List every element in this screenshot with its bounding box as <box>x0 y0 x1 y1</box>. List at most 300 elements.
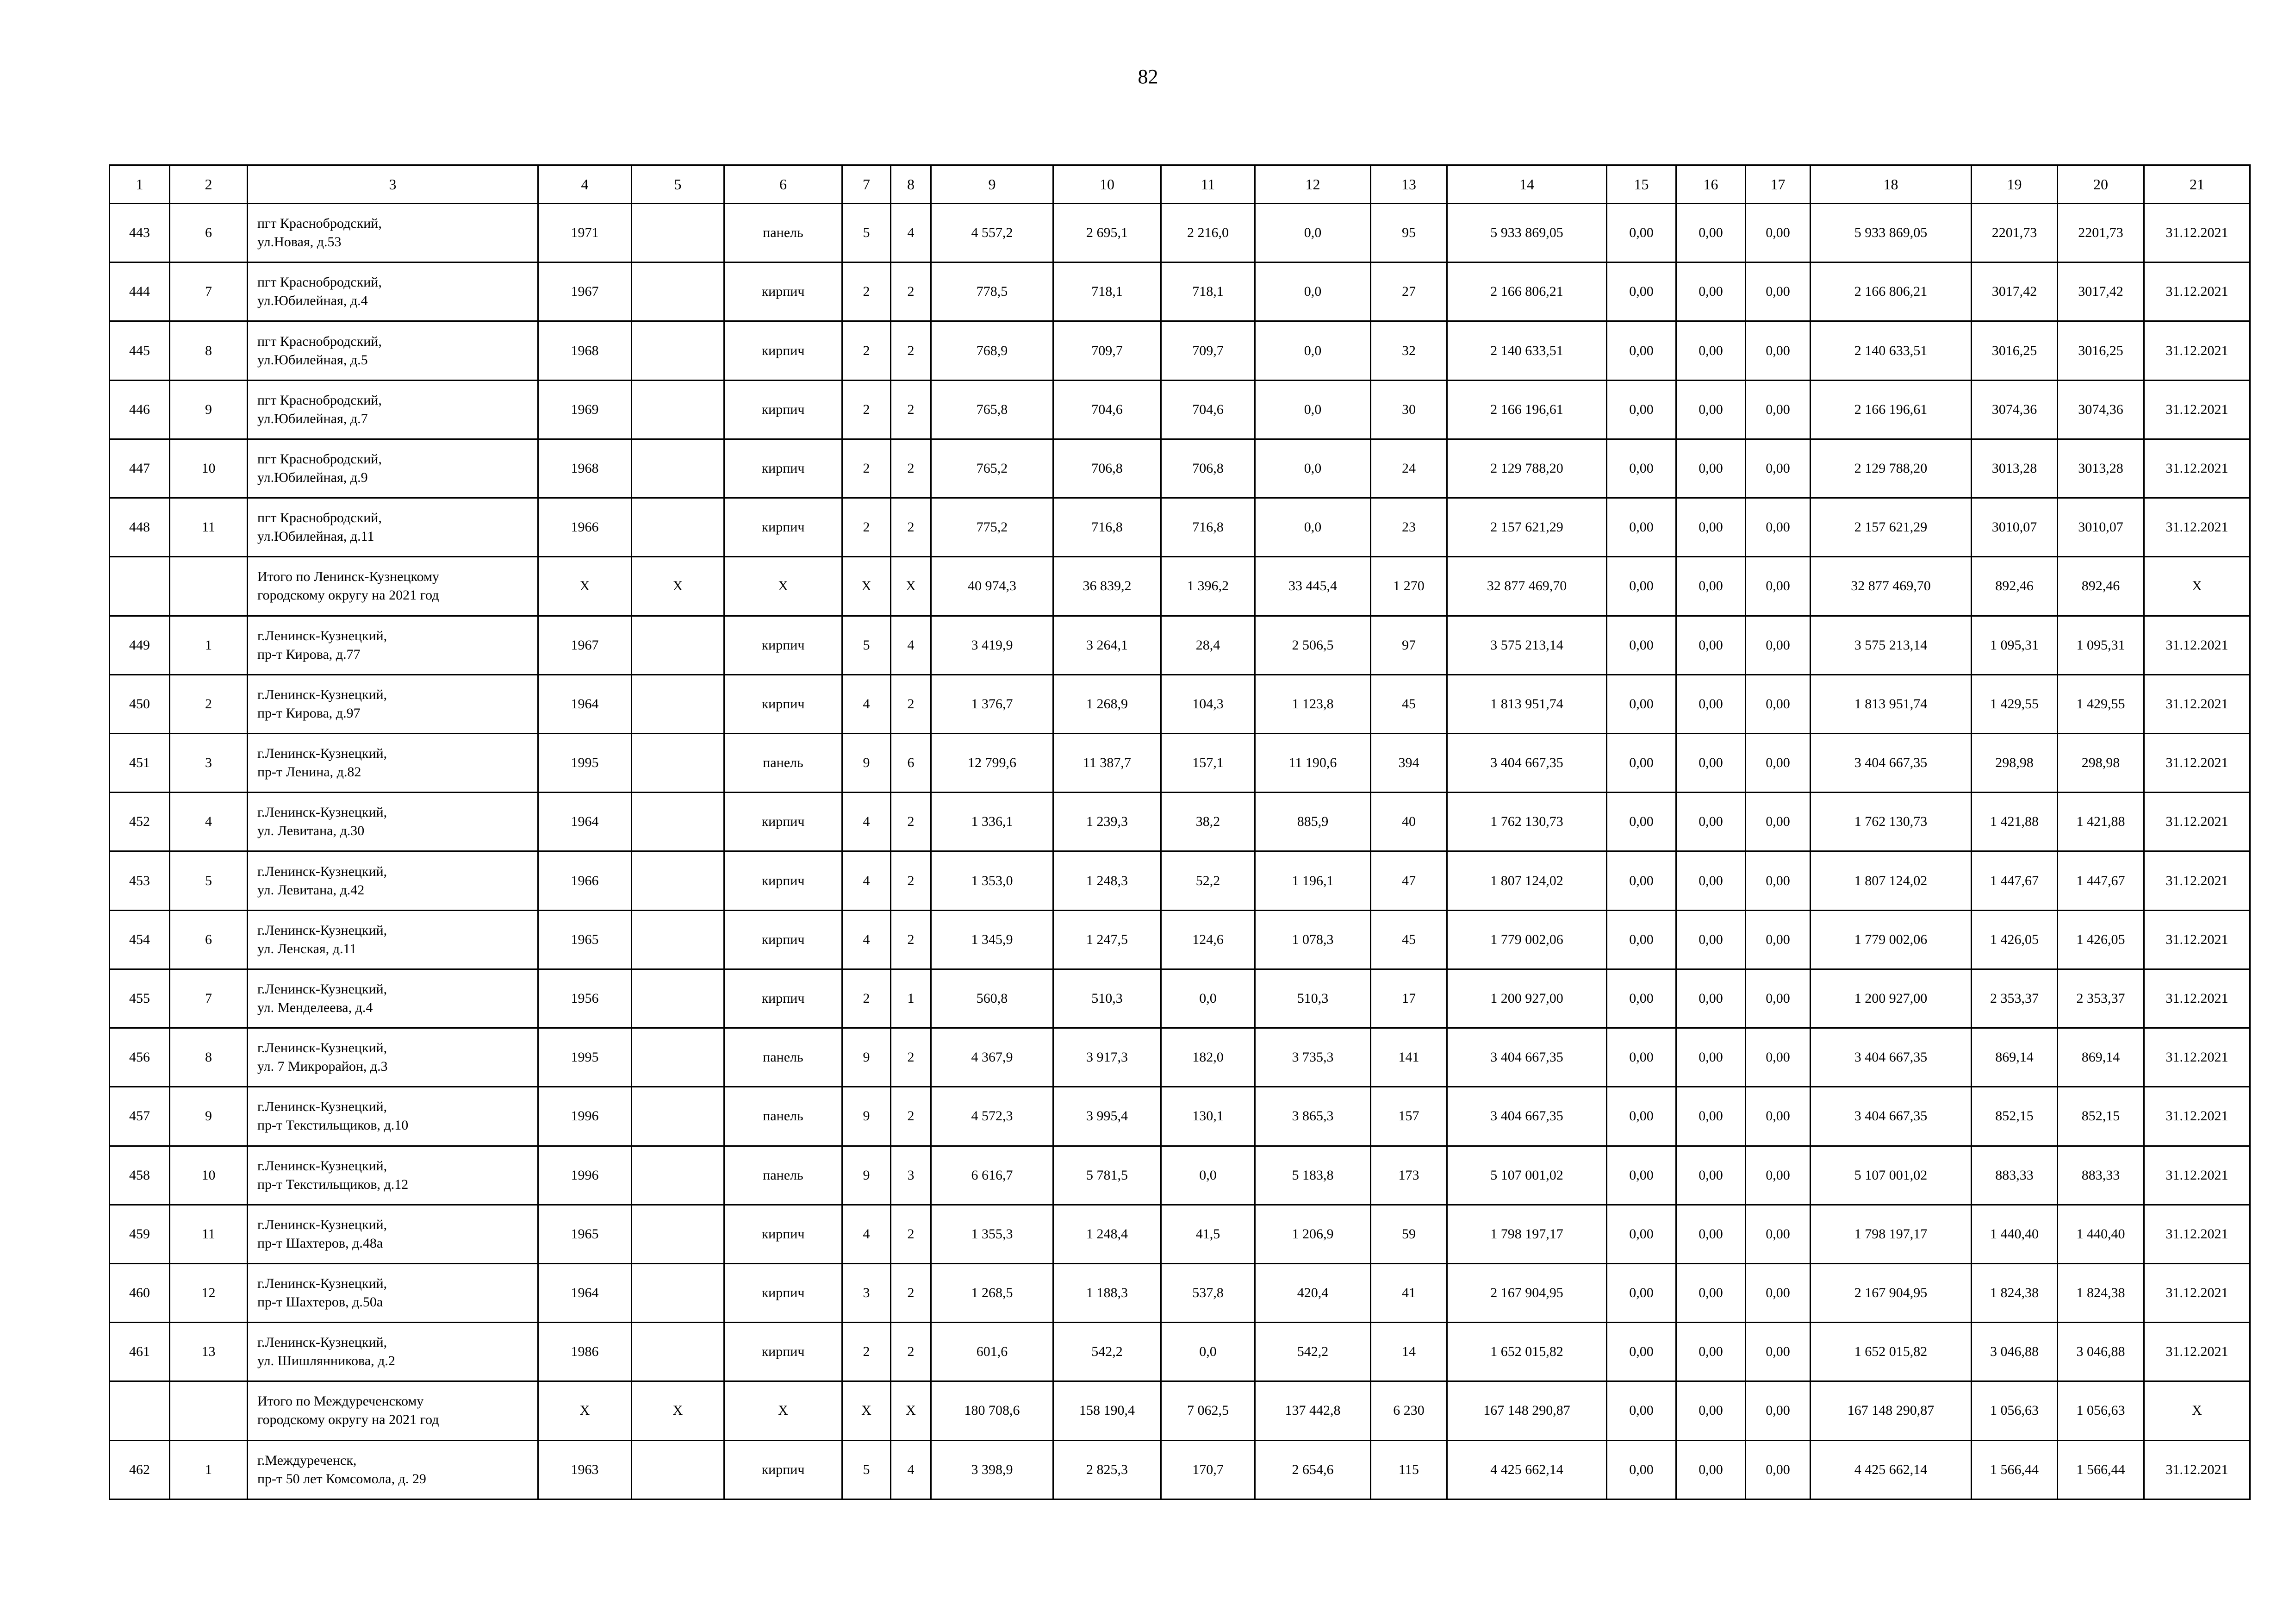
cell-col-10: 3 917,3 <box>1053 1028 1161 1087</box>
cell-col-6: кирпич <box>724 1440 842 1499</box>
cell-col-8: 2 <box>891 1028 931 1087</box>
cell-col-10: 1 248,4 <box>1053 1205 1161 1263</box>
cell-col-21: 31.12.2021 <box>2144 380 2250 439</box>
cell-col-14: 3 575 213,14 <box>1447 616 1607 675</box>
cell-col-6: кирпич <box>724 675 842 733</box>
cell-col-6: кирпич <box>724 851 842 910</box>
cell-col-15: 0,00 <box>1607 1146 1676 1205</box>
cell-col-12: 0,0 <box>1255 204 1371 262</box>
cell-col-8: 3 <box>891 1146 931 1205</box>
cell-col-14: 2 167 904,95 <box>1447 1263 1607 1322</box>
cell-col-13: 41 <box>1371 1263 1447 1322</box>
cell-col-2 <box>170 1381 248 1440</box>
cell-col-8: 2 <box>891 262 931 321</box>
cell-col-19: 892,46 <box>1972 557 2058 616</box>
cell-col-15: 0,00 <box>1607 733 1676 792</box>
address-line-1: г.Ленинск-Кузнецкий, <box>257 1158 387 1174</box>
cell-col-7: 2 <box>842 262 891 321</box>
cell-col-18: 1 762 130,73 <box>1811 793 1972 851</box>
column-header-18: 18 <box>1811 165 1972 204</box>
cell-col-13: 17 <box>1371 969 1447 1028</box>
cell-col-15: 0,00 <box>1607 439 1676 498</box>
cell-col-2: 4 <box>170 793 248 851</box>
cell-col-19: 2 353,37 <box>1972 969 2058 1028</box>
cell-col-5 <box>632 498 724 557</box>
address-cell <box>248 1440 538 1499</box>
address-line-2: пр-т Кирова, д.77 <box>257 646 361 662</box>
cell-col-17: 0,00 <box>1746 204 1811 262</box>
cell-col-7: X <box>842 557 891 616</box>
cell-col-9: 1 268,5 <box>931 1263 1053 1322</box>
address-line-2: ул.Юбилейная, д.9 <box>257 469 368 485</box>
address-cell <box>248 1381 538 1440</box>
cell-col-21: 31.12.2021 <box>2144 1205 2250 1263</box>
address-line-1: г.Ленинск-Кузнецкий, <box>257 746 387 762</box>
cell-col-7: 9 <box>842 1146 891 1205</box>
cell-col-17: 0,00 <box>1746 1381 1811 1440</box>
cell-col-15: 0,00 <box>1607 498 1676 557</box>
cell-col-2: 9 <box>170 380 248 439</box>
cell-col-4: 1963 <box>538 1440 632 1499</box>
cell-col-9: 1 355,3 <box>931 1205 1053 1263</box>
address-cell <box>248 910 538 969</box>
cell-col-21: 31.12.2021 <box>2144 851 2250 910</box>
cell-col-1: 446 <box>110 380 170 439</box>
cell-col-19: 3074,36 <box>1972 380 2058 439</box>
address-line-2: ул.Новая, д.53 <box>257 234 342 250</box>
cell-col-21: 31.12.2021 <box>2144 1263 2250 1322</box>
address-line-1: г.Ленинск-Кузнецкий, <box>257 1335 387 1350</box>
address-line-2: пр-т Ленина, д.82 <box>257 764 361 780</box>
cell-col-11: 170,7 <box>1161 1440 1255 1499</box>
cell-col-1: 454 <box>110 910 170 969</box>
address-line-1: пгт Краснобродский, <box>257 216 382 231</box>
cell-col-19: 3013,28 <box>1972 439 2058 498</box>
cell-col-16: 0,00 <box>1676 1381 1746 1440</box>
cell-col-1: 450 <box>110 675 170 733</box>
table-row <box>110 675 2250 733</box>
cell-col-4: 1968 <box>538 439 632 498</box>
table-row <box>110 380 2250 439</box>
address-line-2: ул. Ленская, д.11 <box>257 941 357 956</box>
cell-col-11: 124,6 <box>1161 910 1255 969</box>
cell-col-18: 1 798 197,17 <box>1811 1205 1972 1263</box>
cell-col-5 <box>632 616 724 675</box>
cell-col-18: 3 404 667,35 <box>1811 1087 1972 1146</box>
total-row <box>110 1381 2250 1440</box>
cell-col-17: 0,00 <box>1746 910 1811 969</box>
cell-col-18: 2 167 904,95 <box>1811 1263 1972 1322</box>
cell-col-5 <box>632 910 724 969</box>
cell-col-13: 6 230 <box>1371 1381 1447 1440</box>
cell-col-12: 1 078,3 <box>1255 910 1371 969</box>
cell-col-5 <box>632 733 724 792</box>
cell-col-6: кирпич <box>724 616 842 675</box>
cell-col-21: 31.12.2021 <box>2144 616 2250 675</box>
cell-col-10: 1 188,3 <box>1053 1263 1161 1322</box>
address-line-1: Итого по Ленинск-Кузнецкому <box>257 569 439 585</box>
cell-col-15: 0,00 <box>1607 910 1676 969</box>
cell-col-10: 1 239,3 <box>1053 793 1161 851</box>
cell-col-10: 542,2 <box>1053 1323 1161 1381</box>
cell-col-12: 3 865,3 <box>1255 1087 1371 1146</box>
cell-col-11: 2 216,0 <box>1161 204 1255 262</box>
cell-col-11: 0,0 <box>1161 1323 1255 1381</box>
cell-col-5 <box>632 675 724 733</box>
column-header-6: 6 <box>724 165 842 204</box>
address-cell <box>248 1323 538 1381</box>
cell-col-8: 2 <box>891 1205 931 1263</box>
cell-col-15: 0,00 <box>1607 557 1676 616</box>
cell-col-4: 1967 <box>538 616 632 675</box>
cell-col-12: 2 506,5 <box>1255 616 1371 675</box>
cell-col-20: 1 824,38 <box>2058 1263 2144 1322</box>
cell-col-2: 12 <box>170 1263 248 1322</box>
cell-col-13: 27 <box>1371 262 1447 321</box>
column-header-8: 8 <box>891 165 931 204</box>
table-body <box>110 165 2250 1499</box>
cell-col-21: 31.12.2021 <box>2144 1146 2250 1205</box>
address-line-1: пгт Краснобродский, <box>257 392 382 408</box>
address-cell <box>248 1263 538 1322</box>
cell-col-11: 704,6 <box>1161 380 1255 439</box>
cell-col-13: 45 <box>1371 910 1447 969</box>
cell-col-10: 709,7 <box>1053 321 1161 380</box>
cell-col-5 <box>632 262 724 321</box>
housing-registry-table <box>109 164 2251 1500</box>
cell-col-9: 765,8 <box>931 380 1053 439</box>
cell-col-9: 3 419,9 <box>931 616 1053 675</box>
cell-col-10: 510,3 <box>1053 969 1161 1028</box>
cell-col-6: кирпич <box>724 1263 842 1322</box>
cell-col-9: 778,5 <box>931 262 1053 321</box>
cell-col-12: 0,0 <box>1255 498 1371 557</box>
cell-col-7: 4 <box>842 793 891 851</box>
cell-col-20: 1 566,44 <box>2058 1440 2144 1499</box>
address-line-1: г.Ленинск-Кузнецкий, <box>257 628 387 643</box>
page-number: 82 <box>1138 65 1158 88</box>
address-line-1: г.Ленинск-Кузнецкий, <box>257 687 387 702</box>
cell-col-18: 2 129 788,20 <box>1811 439 1972 498</box>
address-cell <box>248 439 538 498</box>
address-line-2: ул.Юбилейная, д.7 <box>257 411 368 426</box>
cell-col-8: 1 <box>891 969 931 1028</box>
cell-col-8: 4 <box>891 616 931 675</box>
cell-col-19: 1 421,88 <box>1972 793 2058 851</box>
address-line-1: пгт Краснобродский, <box>257 333 382 349</box>
cell-col-20: 892,46 <box>2058 557 2144 616</box>
cell-col-16: 0,00 <box>1676 1205 1746 1263</box>
column-header-19: 19 <box>1972 165 2058 204</box>
cell-col-14: 2 166 806,21 <box>1447 262 1607 321</box>
cell-col-15: 0,00 <box>1607 262 1676 321</box>
cell-col-7: X <box>842 1381 891 1440</box>
cell-col-14: 3 404 667,35 <box>1447 1028 1607 1087</box>
cell-col-17: 0,00 <box>1746 262 1811 321</box>
cell-col-19: 3016,25 <box>1972 321 2058 380</box>
cell-col-11: 0,0 <box>1161 1146 1255 1205</box>
cell-col-9: 768,9 <box>931 321 1053 380</box>
cell-col-8: 2 <box>891 851 931 910</box>
cell-col-13: 45 <box>1371 675 1447 733</box>
cell-col-5 <box>632 969 724 1028</box>
column-header-14: 14 <box>1447 165 1607 204</box>
cell-col-17: 0,00 <box>1746 1087 1811 1146</box>
cell-col-11: 52,2 <box>1161 851 1255 910</box>
cell-col-11: 104,3 <box>1161 675 1255 733</box>
cell-col-1: 452 <box>110 793 170 851</box>
cell-col-4: 1956 <box>538 969 632 1028</box>
cell-col-5 <box>632 1263 724 1322</box>
cell-col-1: 461 <box>110 1323 170 1381</box>
cell-col-13: 30 <box>1371 380 1447 439</box>
cell-col-13: 95 <box>1371 204 1447 262</box>
cell-col-14: 32 877 469,70 <box>1447 557 1607 616</box>
column-header-21: 21 <box>2144 165 2250 204</box>
table-row <box>110 733 2250 792</box>
cell-col-9: 12 799,6 <box>931 733 1053 792</box>
column-header-20: 20 <box>2058 165 2144 204</box>
cell-col-10: 704,6 <box>1053 380 1161 439</box>
cell-col-10: 1 247,5 <box>1053 910 1161 969</box>
cell-col-4: 1964 <box>538 1263 632 1322</box>
cell-col-8: 2 <box>891 1087 931 1146</box>
cell-col-18: 3 404 667,35 <box>1811 1028 1972 1087</box>
cell-col-15: 0,00 <box>1607 793 1676 851</box>
cell-col-2: 1 <box>170 616 248 675</box>
cell-col-4: 1995 <box>538 1028 632 1087</box>
address-cell <box>248 969 538 1028</box>
cell-col-4: 1968 <box>538 321 632 380</box>
column-header-3: 3 <box>248 165 538 204</box>
table-row <box>110 910 2250 969</box>
cell-col-11: 0,0 <box>1161 969 1255 1028</box>
address-line-2: пр-т Шахтеров, д.50а <box>257 1294 383 1310</box>
cell-col-1 <box>110 557 170 616</box>
cell-col-12: 0,0 <box>1255 439 1371 498</box>
cell-col-4: 1967 <box>538 262 632 321</box>
address-line-2: ул. Левитана, д.30 <box>257 823 365 839</box>
cell-col-21: 31.12.2021 <box>2144 910 2250 969</box>
cell-col-4: 1969 <box>538 380 632 439</box>
cell-col-21: 31.12.2021 <box>2144 675 2250 733</box>
cell-col-20: 869,14 <box>2058 1028 2144 1087</box>
column-header-16: 16 <box>1676 165 1746 204</box>
cell-col-14: 1 652 015,82 <box>1447 1323 1607 1381</box>
cell-col-17: 0,00 <box>1746 793 1811 851</box>
address-line-1: г.Междуреченск, <box>257 1452 357 1468</box>
cell-col-5 <box>632 204 724 262</box>
cell-col-10: 5 781,5 <box>1053 1146 1161 1205</box>
column-header-4: 4 <box>538 165 632 204</box>
table-row <box>110 1263 2250 1322</box>
cell-col-7: 4 <box>842 910 891 969</box>
cell-col-21: 31.12.2021 <box>2144 498 2250 557</box>
cell-col-21: 31.12.2021 <box>2144 439 2250 498</box>
cell-col-18: 1 807 124,02 <box>1811 851 1972 910</box>
cell-col-9: 1 336,1 <box>931 793 1053 851</box>
cell-col-11: 716,8 <box>1161 498 1255 557</box>
address-line-2: ул. Шишлянникова, д.2 <box>257 1353 395 1369</box>
cell-col-17: 0,00 <box>1746 1440 1811 1499</box>
table-row <box>110 969 2250 1028</box>
cell-col-18: 3 575 213,14 <box>1811 616 1972 675</box>
cell-col-16: 0,00 <box>1676 969 1746 1028</box>
column-header-13: 13 <box>1371 165 1447 204</box>
cell-col-9: 6 616,7 <box>931 1146 1053 1205</box>
cell-col-2: 1 <box>170 1440 248 1499</box>
cell-col-4: 1965 <box>538 910 632 969</box>
address-line-1: г.Ленинск-Кузнецкий, <box>257 922 387 938</box>
cell-col-5 <box>632 851 724 910</box>
address-line-2: ул. 7 Микрорайон, д.3 <box>257 1059 388 1074</box>
cell-col-14: 1 779 002,06 <box>1447 910 1607 969</box>
address-line-2: пр-т 50 лет Комсомола, д. 29 <box>257 1471 426 1487</box>
table-row <box>110 1440 2250 1499</box>
cell-col-5 <box>632 321 724 380</box>
cell-col-11: 130,1 <box>1161 1087 1255 1146</box>
column-header-17: 17 <box>1746 165 1811 204</box>
cell-col-20: 3013,28 <box>2058 439 2144 498</box>
cell-col-4: 1965 <box>538 1205 632 1263</box>
cell-col-1: 455 <box>110 969 170 1028</box>
cell-col-9: 4 572,3 <box>931 1087 1053 1146</box>
cell-col-1: 453 <box>110 851 170 910</box>
cell-col-14: 2 140 633,51 <box>1447 321 1607 380</box>
address-cell <box>248 675 538 733</box>
cell-col-18: 5 933 869,05 <box>1811 204 1972 262</box>
address-line-2: ул.Юбилейная, д.5 <box>257 352 368 368</box>
address-line-1: г.Ленинск-Кузнецкий, <box>257 863 387 879</box>
cell-col-16: 0,00 <box>1676 557 1746 616</box>
cell-col-6: панель <box>724 204 842 262</box>
cell-col-20: 1 056,63 <box>2058 1381 2144 1440</box>
cell-col-15: 0,00 <box>1607 1087 1676 1146</box>
cell-col-4: 1996 <box>538 1087 632 1146</box>
column-header-15: 15 <box>1607 165 1676 204</box>
cell-col-20: 2201,73 <box>2058 204 2144 262</box>
cell-col-5 <box>632 439 724 498</box>
cell-col-15: 0,00 <box>1607 1381 1676 1440</box>
cell-col-19: 1 095,31 <box>1972 616 2058 675</box>
cell-col-20: 1 426,05 <box>2058 910 2144 969</box>
cell-col-5 <box>632 793 724 851</box>
cell-col-13: 14 <box>1371 1323 1447 1381</box>
address-cell <box>248 1205 538 1263</box>
cell-col-20: 883,33 <box>2058 1146 2144 1205</box>
cell-col-19: 1 447,67 <box>1972 851 2058 910</box>
cell-col-12: 2 654,6 <box>1255 1440 1371 1499</box>
cell-col-19: 869,14 <box>1972 1028 2058 1087</box>
cell-col-11: 182,0 <box>1161 1028 1255 1087</box>
cell-col-2: 7 <box>170 969 248 1028</box>
table-row <box>110 321 2250 380</box>
cell-col-19: 2201,73 <box>1972 204 2058 262</box>
cell-col-6: кирпич <box>724 498 842 557</box>
cell-col-17: 0,00 <box>1746 851 1811 910</box>
address-cell <box>248 204 538 262</box>
table-row <box>110 1087 2250 1146</box>
cell-col-12: 885,9 <box>1255 793 1371 851</box>
table-row <box>110 204 2250 262</box>
cell-col-1: 456 <box>110 1028 170 1087</box>
cell-col-15: 0,00 <box>1607 616 1676 675</box>
cell-col-20: 3017,42 <box>2058 262 2144 321</box>
address-line-1: г.Ленинск-Кузнецкий, <box>257 1099 387 1115</box>
address-cell <box>248 616 538 675</box>
cell-col-11: 1 396,2 <box>1161 557 1255 616</box>
cell-col-16: 0,00 <box>1676 793 1746 851</box>
cell-col-20: 298,98 <box>2058 733 2144 792</box>
cell-col-9: 4 367,9 <box>931 1028 1053 1087</box>
cell-col-8: 2 <box>891 380 931 439</box>
cell-col-7: 9 <box>842 1028 891 1087</box>
cell-col-7: 4 <box>842 1205 891 1263</box>
cell-col-5 <box>632 1440 724 1499</box>
address-line-2: городскому округу на 2021 год <box>257 1412 439 1428</box>
cell-col-18: 2 166 806,21 <box>1811 262 1972 321</box>
cell-col-1: 457 <box>110 1087 170 1146</box>
address-cell <box>248 1146 538 1205</box>
cell-col-6: кирпич <box>724 380 842 439</box>
cell-col-7: 4 <box>842 851 891 910</box>
table-row <box>110 1146 2250 1205</box>
cell-col-14: 1 813 951,74 <box>1447 675 1607 733</box>
cell-col-16: 0,00 <box>1676 1263 1746 1322</box>
cell-col-17: 0,00 <box>1746 733 1811 792</box>
cell-col-5 <box>632 1087 724 1146</box>
cell-col-19: 3 046,88 <box>1972 1323 2058 1381</box>
cell-col-15: 0,00 <box>1607 204 1676 262</box>
cell-col-2: 6 <box>170 204 248 262</box>
cell-col-20: 3 046,88 <box>2058 1323 2144 1381</box>
cell-col-5 <box>632 1205 724 1263</box>
cell-col-21: 31.12.2021 <box>2144 793 2250 851</box>
cell-col-20: 1 440,40 <box>2058 1205 2144 1263</box>
cell-col-7: 2 <box>842 321 891 380</box>
cell-col-10: 706,8 <box>1053 439 1161 498</box>
address-line-2: ул.Юбилейная, д.11 <box>257 529 374 544</box>
cell-col-21: 31.12.2021 <box>2144 969 2250 1028</box>
column-header-12: 12 <box>1255 165 1371 204</box>
cell-col-7: 5 <box>842 616 891 675</box>
cell-col-4: 1964 <box>538 675 632 733</box>
cell-col-20: 2 353,37 <box>2058 969 2144 1028</box>
cell-col-16: 0,00 <box>1676 1323 1746 1381</box>
cell-col-11: 28,4 <box>1161 616 1255 675</box>
cell-col-1: 448 <box>110 498 170 557</box>
cell-col-12: 542,2 <box>1255 1323 1371 1381</box>
cell-col-1: 447 <box>110 439 170 498</box>
address-cell <box>248 380 538 439</box>
cell-col-6: кирпич <box>724 439 842 498</box>
cell-col-18: 1 779 002,06 <box>1811 910 1972 969</box>
cell-col-8: 2 <box>891 793 931 851</box>
cell-col-2: 13 <box>170 1323 248 1381</box>
cell-col-7: 5 <box>842 1440 891 1499</box>
cell-col-17: 0,00 <box>1746 1263 1811 1322</box>
cell-col-7: 2 <box>842 380 891 439</box>
cell-col-19: 1 056,63 <box>1972 1381 2058 1440</box>
cell-col-15: 0,00 <box>1607 969 1676 1028</box>
cell-col-2: 10 <box>170 1146 248 1205</box>
cell-col-8: X <box>891 557 931 616</box>
cell-col-9: 3 398,9 <box>931 1440 1053 1499</box>
cell-col-18: 4 425 662,14 <box>1811 1440 1972 1499</box>
cell-col-16: 0,00 <box>1676 439 1746 498</box>
cell-col-6: кирпич <box>724 910 842 969</box>
cell-col-6: X <box>724 1381 842 1440</box>
